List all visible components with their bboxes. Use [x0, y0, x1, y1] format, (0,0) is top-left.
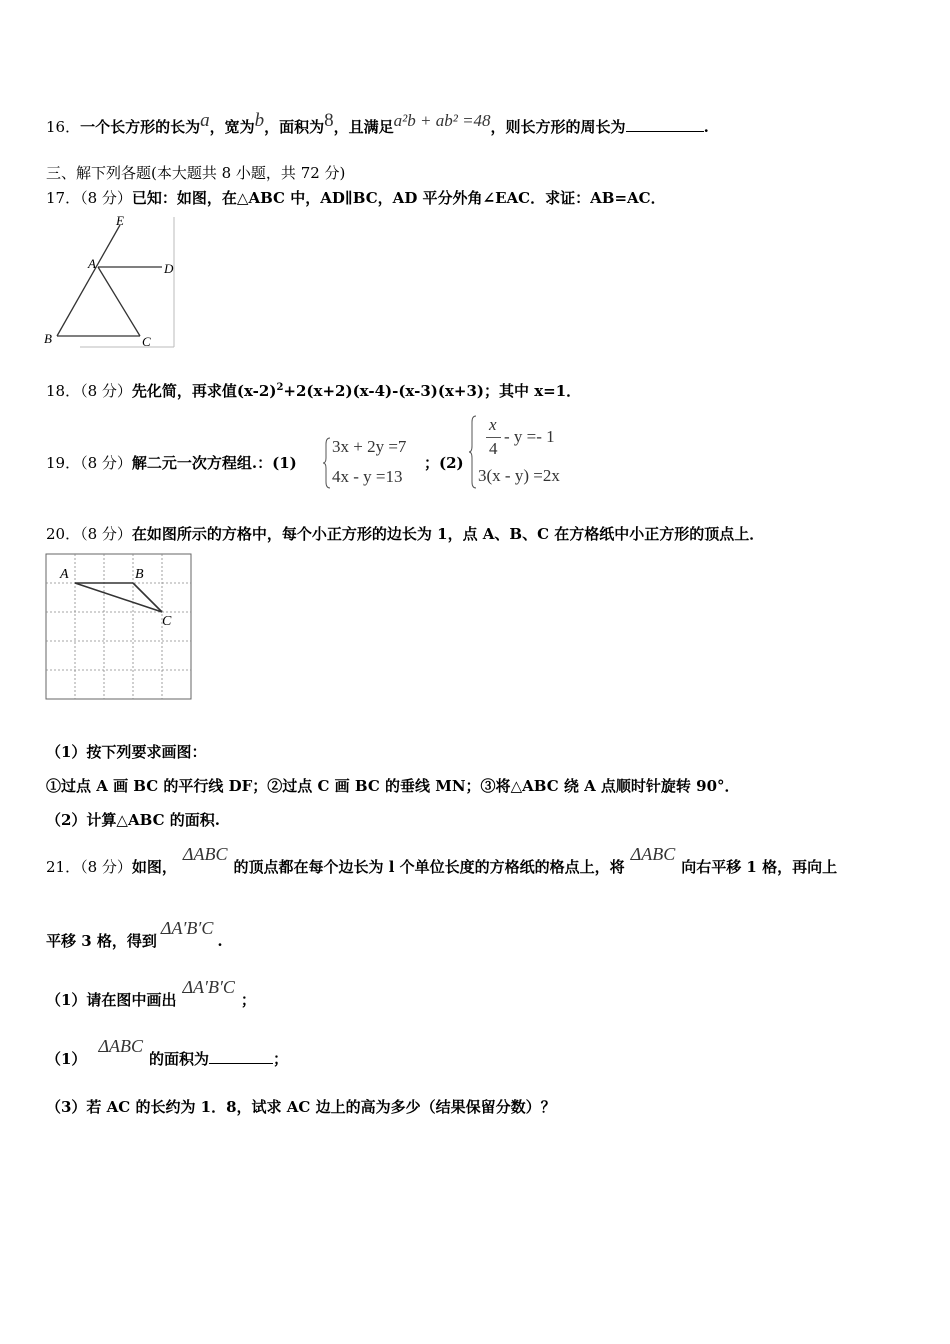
answer-blank[interactable]: [626, 117, 704, 132]
q20-grid-figure: [45, 553, 193, 701]
var-a: a: [200, 110, 210, 131]
label-C: C: [162, 614, 172, 629]
q21-sub2-end: ；: [273, 1050, 289, 1068]
q20-sub2: （2）计算△ABC 的面积.: [46, 811, 220, 829]
q16-text-1: 一个长方形的长为: [80, 118, 201, 136]
q21-sub2-num: （1）: [46, 1050, 87, 1068]
system-1-brace: [322, 436, 332, 490]
question-19: [46, 452, 297, 473]
q21-sub2-text: 的面积为: [149, 1050, 210, 1068]
label-C: C: [142, 334, 151, 349]
label-E: E: [116, 213, 124, 228]
question-number: 19．（8 分）: [46, 454, 132, 472]
q18-text-a: 先化简，再求值(x-2): [131, 382, 277, 400]
q21-text-4: 平移 3 格，得到: [46, 932, 157, 950]
q16-text-3: ，面积为: [264, 118, 325, 136]
triangle-A1B1C: ΔA′B′C: [160, 918, 214, 938]
line-EB: [57, 225, 120, 336]
answer-blank[interactable]: [209, 1049, 273, 1064]
q16-end: .: [703, 118, 709, 136]
system-2-frac-den: 4: [489, 439, 498, 458]
q21-text-3: 向右平移 1 格，再向上: [681, 858, 838, 876]
line-AC: [98, 267, 140, 336]
q21-sub1-end: ；: [240, 991, 256, 1009]
question-21: [46, 844, 838, 877]
fraction-bar: [486, 437, 501, 438]
question-18: [46, 380, 581, 401]
q21-sub1-text: （1）请在图中画出: [46, 991, 177, 1009]
label-B: B: [135, 567, 144, 582]
label-A: A: [60, 567, 69, 582]
triangle-A1B1C: ΔA′B′C: [182, 977, 235, 997]
q19-separator: ；(2): [424, 454, 464, 472]
section-title: 三、解下列各题(本大题共 8 小题，共 72 分): [46, 164, 346, 182]
q17-text: 已知：如图，在△ABC 中，AD∥BC，AD 平分外角∠EAC．求证：AB=AC．: [131, 189, 666, 207]
system-2-eq1-rest: - y =- 1: [504, 427, 555, 446]
q20-sub1-detail: ①过点 A 画 BC 的平行线 DF；②过点 C 画 BC 的垂线 MN；③将△ABC 绕 A 点顺时针旋转 90°．: [46, 777, 740, 795]
q16-text-5: ，则长方形的周长为: [490, 118, 626, 136]
q21-text-2: 的顶点都在每个边长为 l 个单位长度的方格纸的格点上，将: [233, 858, 625, 876]
label-B: B: [44, 331, 52, 346]
q21-sub1: [46, 977, 256, 1010]
label-D: D: [164, 261, 174, 276]
question-16: [46, 110, 709, 138]
triangle-ABC: ΔABC: [182, 844, 228, 864]
question-number: 16．: [46, 118, 81, 136]
q17-figure: [40, 213, 180, 351]
q18-text-b: +2(x+2)(x-4)-(x-3)(x+3)；其中 x=1．: [283, 382, 582, 400]
q20-text: 在如图所示的方格中，每个小正方形的边长为 1，点 A、B、C 在方格纸中小正方形的顶点上．: [131, 525, 765, 543]
question-20: [46, 523, 764, 544]
system-2-frac-num: x: [489, 415, 497, 434]
question-number: 17．（8 分）: [46, 189, 132, 207]
system-1-eq1: 3x + 2y =7: [332, 437, 407, 456]
var-b: b: [254, 110, 265, 131]
triangle-ABC: ΔABC: [98, 1036, 143, 1056]
triangle-ABC: ΔABC: [630, 844, 676, 864]
question-number: 20．（8 分）: [46, 525, 132, 543]
q18-exponent: 2: [276, 382, 284, 393]
system-1-eq2: 4x - y =13: [332, 467, 403, 486]
q21-sub3: （3）若 AC 的长约为 1．8，试求 AC 边上的高为多少（结果保留分数）？: [46, 1098, 556, 1116]
q19-text: 解二元一次方程组.：(1): [131, 454, 297, 472]
question-17: [46, 187, 666, 208]
q21-line-2: [46, 918, 223, 951]
q16-text-2: ，宽为: [209, 118, 255, 136]
q21-sub2: [46, 1036, 289, 1069]
question-number: 21．（8 分）: [46, 858, 132, 876]
segment-AC: [75, 583, 162, 612]
q21-text-1: 如图，: [131, 858, 177, 876]
q20-sub1: （1）按下列要求画图：: [46, 743, 207, 761]
system-2-eq2: 3(x - y) =2x: [478, 466, 560, 485]
system-2-brace: [468, 414, 478, 490]
area-value: 8: [324, 110, 334, 131]
q21-text-5: .: [217, 932, 223, 950]
q16-text-4: ，且满足: [333, 118, 394, 136]
question-number: 18．（8 分）: [46, 382, 132, 400]
q16-equation: a²b + ab² =48: [393, 111, 491, 130]
label-A: A: [88, 256, 96, 271]
